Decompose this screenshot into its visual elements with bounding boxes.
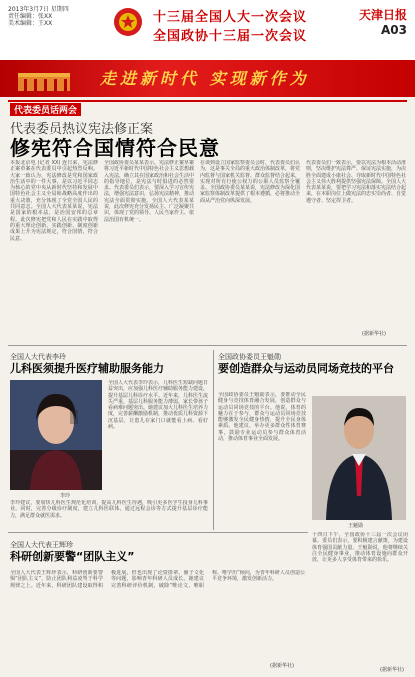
- session-title-line1: 十三届全国人大一次会议: [153, 10, 308, 25]
- page-number: A03: [381, 23, 407, 37]
- session-title: [153, 6, 313, 44]
- main-subhead: 代表委员热议宪法修正案: [10, 122, 154, 137]
- story3-author: (据新华社): [270, 663, 294, 669]
- section-divider: [8, 345, 407, 346]
- column-divider: [213, 350, 214, 530]
- section-rule: [8, 100, 407, 102]
- story2-text-2: 十四日下午，全国政协十三届一次会议闭幕。委员们表示，要积极建言献策，为建设体育强国贡献力量。王魁勋说，他将继续关注全民健身事业，推动体育设施向群众开放，让更多人享受体育带来的快乐。: [312, 532, 408, 564]
- main-column-2: 全国政协委员某某表示，宪法修正案草案将习近平新时代中国特色社会主义思想载入宪法，确立其在国家政治和社会生活中的指导地位，是宪法与时俱进的必然要求。代表委员们表示，要深入学习宣传宪法，增强宪法意识，弘扬宪法精神，推动宪法全面贯彻实施。全国人大代表某某说，此次修宪充分发扬民主、广泛凝聚共识，体现了党的领导、人民当家作主、依法治国有机统一。: [104, 160, 194, 223]
- story1-text: 全国人大代表李玲表示，儿科医生短缺问题日益突出，应加强儿科医疗辅助服务能力建设，提升基层儿科诊疗水平。近年来，儿科医生流失严重，基层儿科服务能力薄弱，家长带孩子看病难问题突出。她建议加大儿科医生培养力度，完善薪酬激励机制，推动优质儿科资源下沉基层，让患儿在家门口就能看上病、看好病。: [108, 380, 208, 431]
- masthead: [0, 0, 415, 97]
- main-column-1: 本报北京电 (记者 XX) 连日来，宪法修正案草案在代表委员中引起热烈反响。大家一致认为，宪法修改是党和国家政治生活中的一件大事，是以习近平同志为核心的党中央从新时代坚持和发展中国特色社会主义全局和战略高度作出的重大决策，充分体现了全党全国人民的共同意志。全国人大代表某某说，宪法是国家的根本法，是治国安邦的总章程。此次修宪把党和人民在实践中取得的重大理论创新、实践创新、制度创新成果上升为宪法规定，符合国情，符合民意。: [10, 160, 98, 242]
- great-hall-icon: [14, 63, 74, 93]
- story2-kicker: 全国政协委员王魁勋: [218, 353, 281, 361]
- date-info: 2013年3月7日 星期四 责任编辑：张XX 美术编辑：王XX: [8, 6, 69, 27]
- story2-photo-caption: 王魁勋: [348, 523, 364, 529]
- story2-photo: [312, 396, 406, 520]
- story1-headline: 儿科医须提升医疗辅助服务能力: [10, 362, 164, 375]
- bottom-divider: [8, 532, 308, 533]
- paper-name: 天津日报: [358, 8, 407, 22]
- story2-author: (据新华社): [380, 667, 404, 673]
- main-column-3: 在谈到设立国家监察委员会时，代表委员们认为，这是事关全局的重大政治体制改革，将党内监督与国家机关监督、群众监督结合起来，实现对所有行使公权力的公职人员监察全覆盖。全国政协委员某某说，宪法修改为深化国家监察体制改革提供了根本遵循，必将推动全面从严治党向纵深发展。: [200, 160, 300, 204]
- story1-photo: [10, 380, 102, 490]
- main-author: (据新华社): [362, 331, 386, 337]
- story2-headline: 要创造群众与运动员同场竞技的平台: [218, 362, 394, 375]
- national-emblem-icon: [108, 6, 148, 38]
- section-kicker: 代表委员话两会: [10, 103, 81, 116]
- paper-info: [359, 6, 407, 37]
- story1-text-2: 李玲建议，要加快儿科医生规范化培训，提高儿科医生待遇，吸引更多医学生投身儿科事业。同时，完善分级诊疗制度，建立儿科医联体，通过远程会诊等方式提升基层诊疗能力，满足群众就医需求。: [10, 500, 208, 519]
- main-headline: 修宪符合国情符合民意: [10, 136, 220, 160]
- slogan-banner: [0, 60, 415, 97]
- story1-kicker: 全国人大代表李玲: [10, 353, 66, 361]
- story2-text: 全国政协委员王魁勋表示，要推动全民健身与竞技体育融合发展，创造群众与运动员同场竞技的平台。他说，体育的魅力在于参与，群众与运动员同场竞技能够激发全民健身热情，提升全民身体素质。他建议，举办更多群众性体育赛事，鼓励专业运动员参与群众体育活动，推动体育事业全面发展。: [218, 392, 306, 443]
- main-column-4: 代表委员们一致表示，要以宪法为根本活动准则，坚决维护宪法尊严、保证宪法实施，为决胜全面建成小康社会、夺取新时代中国特色社会主义伟大胜利提供坚强宪法保障。全国人大代表某某说，要把学习宪法和落实宪法结合起来，在本职岗位上做宪法的忠实崇尚者、自觉遵守者、坚定捍卫者。: [306, 160, 406, 204]
- story1-photo-caption: 李玲: [60, 493, 71, 499]
- story3-text: 全国人大代表王辉珍表示，科研创新要警惕“团队主义”，防止团队利益凌驾于科学规律之上。近年来，科研团队建设取得积极进展，但也出现了论资排辈、圈子文化等问题，影响青年科研人员成长。她建议完善科研评价机制，破除“唯论文、唯职称、唯学历”倾向，为青年科研人员创造公平竞争环境，激发创新活力。: [10, 570, 305, 589]
- slogan-text: 走进新时代 实现新作为: [100, 69, 310, 88]
- session-title-line2: 全国政协十三届一次会议: [153, 29, 308, 44]
- story3-kicker: 全国人大代表王辉珍: [10, 541, 73, 549]
- story3-headline: 科研创新要警“团队主义”: [10, 550, 135, 563]
